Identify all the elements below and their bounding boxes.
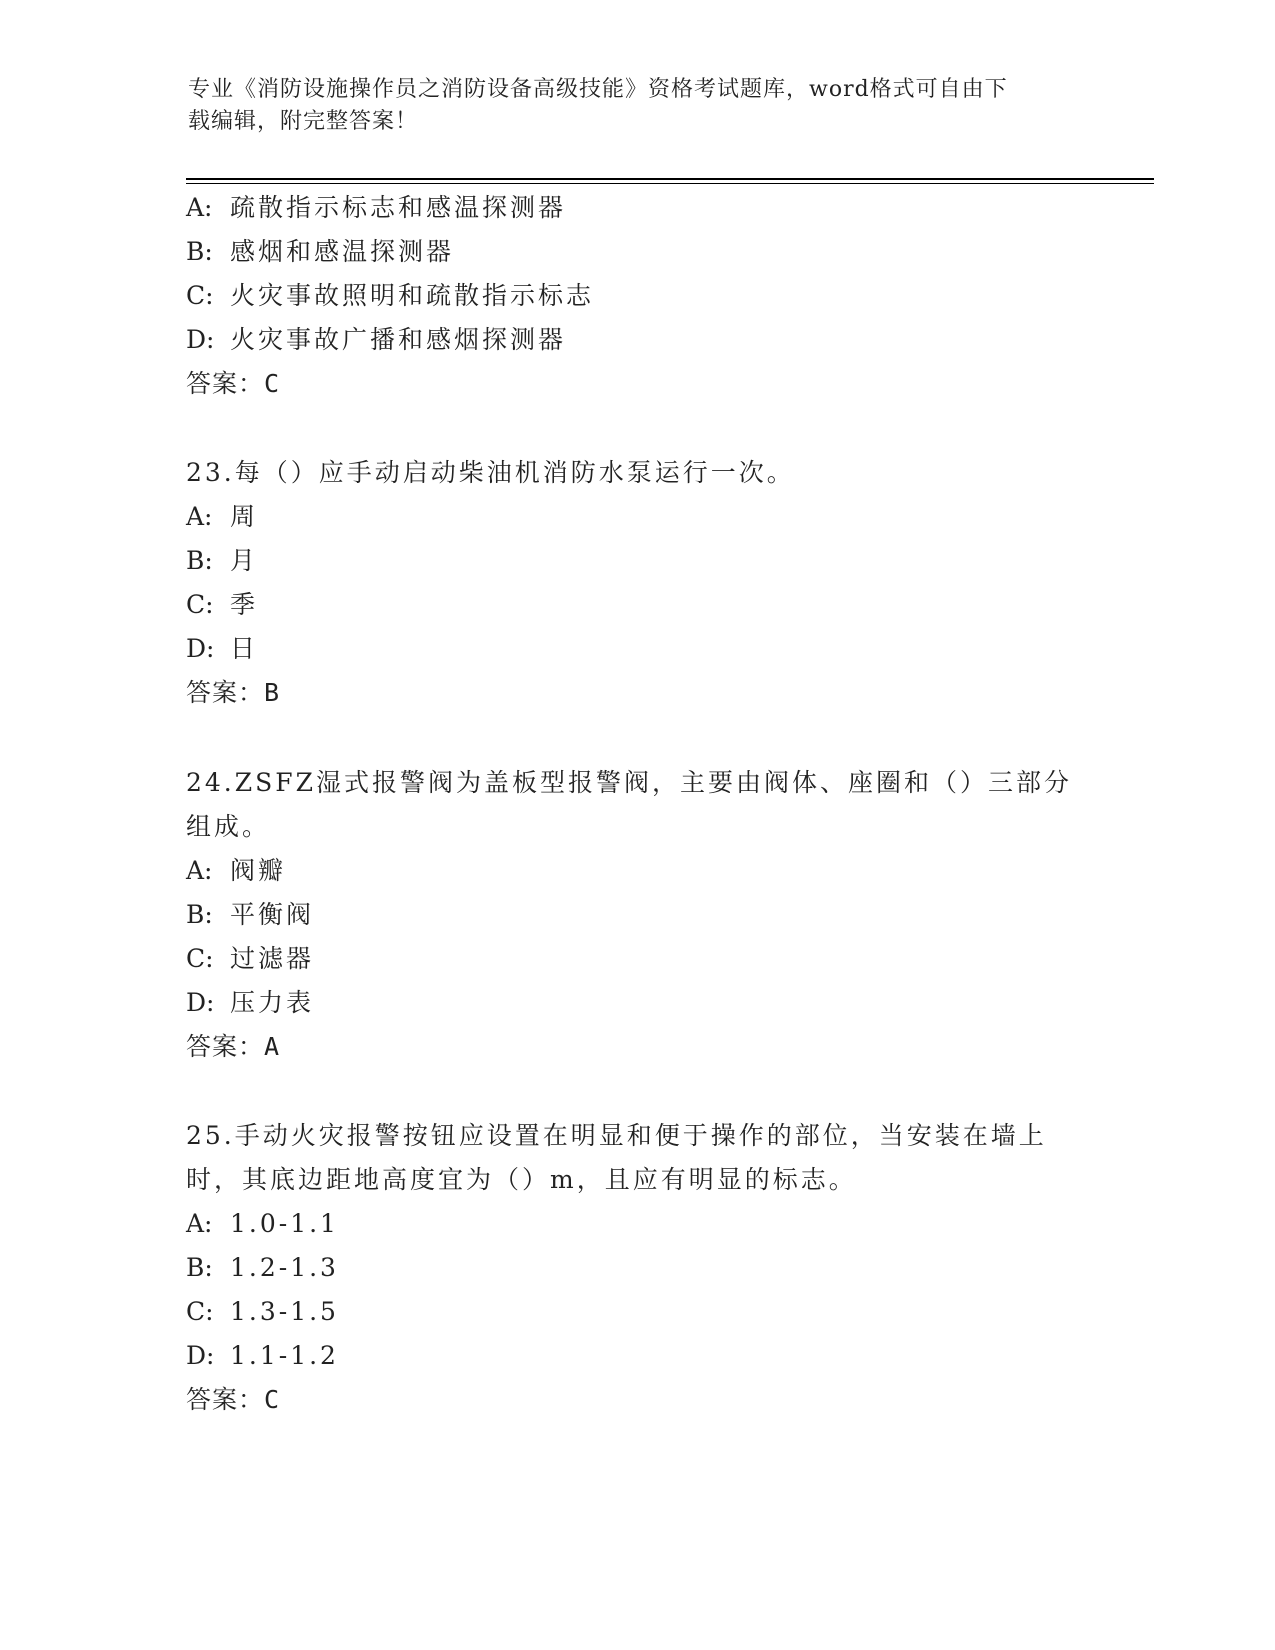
document-header [188,74,1068,138]
answer-value: C [264,369,280,398]
option-text: 1.0-1.1 [230,1209,339,1238]
q24-option-a [186,854,1086,888]
q24-option-c [186,942,1086,976]
q23-option-c [186,588,1086,622]
q22-option-a [186,191,1086,225]
q25-stem-line-2: 时，其底边距地高度宜为（）m，且应有明显的标志。 [186,1165,857,1194]
q25-option-d [186,1339,1086,1373]
answer-label: 答案： [186,678,265,707]
header-line-2: 载编辑，附完整答案！ [188,109,419,134]
answer-label: 答案： [186,1385,265,1414]
q25-option-b [186,1251,1086,1285]
q22-option-d [186,323,1086,357]
option-text: 平衡阀 [230,900,315,929]
option-text: 周 [230,502,259,531]
option-text: 1.3-1.5 [230,1297,339,1326]
option-letter: A: [186,502,213,531]
option-text: 感烟和感温探测器 [230,237,455,266]
q23-option-d [186,632,1086,666]
q24-option-d [186,986,1086,1020]
option-letter: B: [186,546,213,575]
option-letter: D: [186,988,215,1017]
option-text: 过滤器 [230,944,315,973]
header-line-1: 专业《消防设施操作员之消防设备高级技能》资格考试题库，word格式可自由下 [188,77,1008,102]
option-text: 日 [230,634,259,663]
q24-stem-line-1: 24.ZSFZ湿式报警阀为盖板型报警阀，主要由阀体、座圈和（）三部分 [186,768,1072,797]
option-letter: C: [186,590,214,619]
answer-value: B [264,678,280,707]
q24-option-b [186,898,1086,932]
q24-answer [186,1030,1086,1064]
option-text: 季 [230,590,259,619]
q22-option-b [186,235,1086,269]
option-letter: A: [186,856,213,885]
answer-label: 答案： [186,1032,265,1061]
q23-option-a [186,500,1086,534]
option-letter: C: [186,1297,214,1326]
option-text: 1.1-1.2 [230,1341,339,1370]
option-text: 压力表 [230,988,315,1017]
option-letter: C: [186,944,214,973]
option-text: 月 [230,546,259,575]
option-letter: D: [186,325,215,354]
option-text: 疏散指示标志和感温探测器 [230,193,567,222]
q23-answer [186,676,1086,710]
q22-option-c [186,279,1086,313]
q23-stem: 23.每（）应手动启动柴油机消防水泵运行一次。 [186,458,795,487]
q25-answer [186,1383,1086,1417]
option-letter: A: [186,1209,213,1238]
option-text: 阀瓣 [230,856,287,885]
option-letter: B: [186,900,213,929]
answer-label: 答案： [186,369,265,398]
option-letter: B: [186,1253,213,1282]
header-rule-thick [186,178,1154,180]
option-letter: C: [186,281,214,310]
option-letter: D: [186,1341,215,1370]
q25-option-c [186,1295,1086,1329]
option-text: 火灾事故广播和感烟探测器 [230,325,567,354]
option-text: 1.2-1.3 [230,1253,339,1282]
q23-option-b [186,544,1086,578]
option-letter: D: [186,634,215,663]
option-text: 火灾事故照明和疏散指示标志 [230,281,595,310]
answer-value: C [264,1385,280,1414]
option-letter: B: [186,237,213,266]
q25-stem-line-1: 25.手动火灾报警按钮应设置在明显和便于操作的部位，当安装在墙上 [186,1121,1047,1150]
option-letter: A: [186,193,213,222]
header-rule-thin [186,183,1154,184]
q25-option-a [186,1207,1086,1241]
answer-value: A [264,1032,280,1061]
q22-answer [186,367,1086,401]
q24-stem-line-2: 组成。 [186,812,271,841]
